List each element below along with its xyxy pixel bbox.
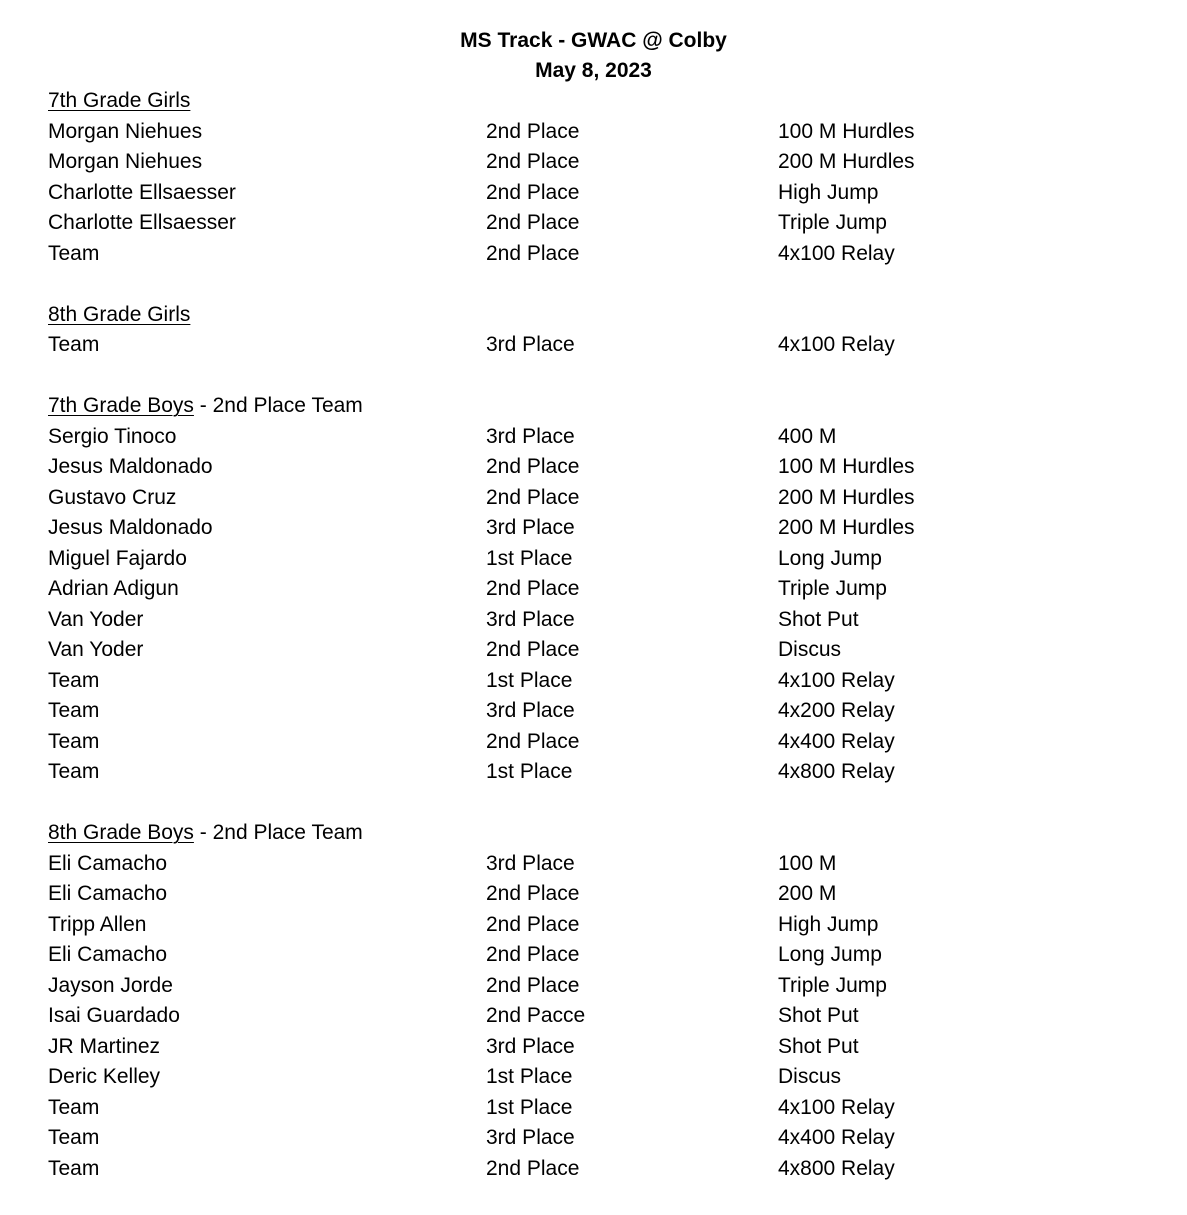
result-row: [48, 1093, 1148, 1124]
place-result: 2nd Place: [486, 912, 580, 936]
result-row: [48, 1032, 1148, 1063]
result-row: [48, 513, 1148, 544]
event-name: Discus: [778, 638, 842, 661]
result-row: [48, 940, 1148, 971]
place-result: 2nd Place: [486, 119, 580, 143]
section-header: [48, 86, 1148, 117]
event-name: 4x100 Relay: [778, 241, 895, 265]
place-result: 2nd Place: [486, 577, 580, 600]
athlete-name: Isai Guardado: [48, 1004, 180, 1027]
event-name: Shot Put: [778, 1004, 859, 1027]
result-row: [48, 635, 1148, 666]
result-row: [48, 879, 1148, 910]
event-name: 4x100 Relay: [778, 1095, 895, 1119]
event-name: 4x800 Relay: [778, 1156, 895, 1180]
athlete-name: Team: [48, 1126, 100, 1149]
event-name: 4x400 Relay: [778, 729, 895, 753]
athlete-name: Morgan Niehues: [48, 119, 203, 143]
place-result: 3rd Place: [486, 1126, 575, 1149]
place-result: 1st Place: [486, 546, 573, 570]
athlete-name: Eli Camacho: [48, 943, 168, 966]
document-title: MS Track - GWAC @ Colby: [460, 29, 727, 52]
section-heading: 7th Grade Boys: [48, 394, 194, 417]
event-name: 200 M Hurdles: [778, 485, 915, 509]
event-name: Triple Jump: [778, 211, 887, 234]
result-row: [48, 1062, 1148, 1093]
place-result: 2nd Place: [486, 882, 580, 905]
event-name: Shot Put: [778, 607, 859, 631]
athlete-name: Deric Kelley: [48, 1065, 161, 1088]
result-row: [48, 178, 1148, 209]
event-name: Shot Put: [778, 1034, 859, 1058]
result-row: [48, 696, 1148, 727]
place-result: 2nd Place: [486, 485, 580, 509]
result-row: [48, 117, 1148, 148]
result-row: [48, 971, 1148, 1002]
event-name: 4x800 Relay: [778, 760, 895, 783]
athlete-name: Team: [48, 333, 100, 356]
athlete-name: Charlotte Ellsaesser: [48, 211, 236, 234]
place-result: 1st Place: [486, 1065, 573, 1088]
place-result: 2nd Place: [486, 180, 580, 204]
place-result: 1st Place: [486, 1095, 573, 1119]
results-sections: [48, 86, 1148, 1215]
result-row: [48, 483, 1148, 514]
athlete-name: Van Yoder: [48, 607, 144, 631]
section-heading: 8th Grade Boys: [48, 821, 194, 844]
event-name: High Jump: [778, 180, 879, 204]
section-heading-suffix: - 2nd Place Team: [193, 821, 363, 844]
event-name: 200 M Hurdles: [778, 516, 915, 539]
event-name: 100 M Hurdles: [778, 455, 915, 478]
athlete-name: Jesus Maldonado: [48, 455, 213, 478]
place-result: 2nd Place: [486, 241, 580, 265]
athlete-name: Tripp Allen: [48, 912, 147, 936]
athlete-name: Jesus Maldonado: [48, 516, 213, 539]
place-result: 2nd Place: [486, 150, 580, 173]
event-name: 4x100 Relay: [778, 668, 895, 692]
result-row: [48, 757, 1148, 788]
athlete-name: Miguel Fajardo: [48, 546, 187, 570]
athlete-name: Team: [48, 760, 100, 783]
section-heading-suffix: - 2nd Place Team: [193, 394, 363, 417]
athlete-name: Morgan Niehues: [48, 150, 203, 173]
result-row: [48, 452, 1148, 483]
place-result: 2nd Place: [486, 455, 580, 478]
athlete-name: JR Martinez: [48, 1034, 161, 1058]
event-name: 100 M Hurdles: [778, 119, 915, 143]
results-section: [48, 391, 1148, 788]
place-result: 3rd Place: [486, 424, 575, 448]
place-result: 3rd Place: [486, 1034, 575, 1058]
event-name: 4x400 Relay: [778, 1126, 895, 1149]
athlete-name: Team: [48, 1095, 100, 1119]
result-row: [48, 208, 1148, 239]
place-result: 2nd Place: [486, 973, 580, 997]
place-result: 2nd Place: [486, 1156, 580, 1180]
result-row: [48, 422, 1148, 453]
result-row: [48, 147, 1148, 178]
result-row: [48, 727, 1148, 758]
result-row: [48, 330, 1148, 361]
place-result: 1st Place: [486, 760, 573, 783]
event-name: 100 M: [778, 851, 837, 875]
section-heading: 8th Grade Girls: [48, 302, 191, 326]
document-date: May 8, 2023: [535, 59, 652, 82]
section-header: [48, 391, 1148, 422]
athlete-name: Team: [48, 241, 100, 265]
result-row: [48, 1001, 1148, 1032]
results-section: [48, 818, 1148, 1184]
result-row: [48, 849, 1148, 880]
place-result: 3rd Place: [486, 333, 575, 356]
result-row: [48, 666, 1148, 697]
section-heading: 7th Grade Girls: [48, 89, 191, 112]
place-result: 2nd Place: [486, 943, 580, 966]
event-name: Triple Jump: [778, 577, 887, 600]
event-name: Triple Jump: [778, 973, 887, 997]
place-result: 3rd Place: [486, 516, 575, 539]
event-name: 400 M: [778, 424, 837, 448]
athlete-name: Team: [48, 668, 100, 692]
result-row: [48, 605, 1148, 636]
result-row: [48, 1123, 1148, 1154]
result-row: [48, 544, 1148, 575]
section-header: [48, 300, 1148, 331]
place-result: 3rd Place: [486, 607, 575, 631]
place-result: 2nd Pacce: [486, 1004, 586, 1027]
place-result: 2nd Place: [486, 211, 580, 234]
event-name: 4x100 Relay: [778, 333, 895, 356]
place-result: 1st Place: [486, 668, 573, 692]
section-header: [48, 818, 1148, 849]
result-row: [48, 1154, 1148, 1185]
athlete-name: Van Yoder: [48, 638, 144, 661]
athlete-name: Eli Camacho: [48, 882, 168, 905]
place-result: 3rd Place: [486, 699, 575, 722]
results-section: [48, 86, 1148, 269]
event-name: High Jump: [778, 912, 879, 936]
place-result: 3rd Place: [486, 851, 575, 875]
athlete-name: Team: [48, 699, 100, 722]
event-name: 200 M Hurdles: [778, 150, 915, 173]
event-name: 200 M: [778, 882, 837, 905]
athlete-name: Jayson Jorde: [48, 973, 173, 997]
athlete-name: Eli Camacho: [48, 851, 168, 875]
event-name: 4x200 Relay: [778, 699, 895, 722]
results-section: [48, 300, 1148, 361]
athlete-name: Charlotte Ellsaesser: [48, 180, 236, 204]
result-row: [48, 910, 1148, 941]
athlete-name: Sergio Tinoco: [48, 424, 177, 448]
athlete-name: Gustavo Cruz: [48, 485, 177, 509]
place-result: 2nd Place: [486, 638, 580, 661]
athlete-name: Adrian Adigun: [48, 577, 179, 600]
athlete-name: Team: [48, 729, 100, 753]
place-result: 2nd Place: [486, 729, 580, 753]
result-row: [48, 574, 1148, 605]
event-name: Discus: [778, 1065, 842, 1088]
athlete-name: Team: [48, 1156, 100, 1180]
event-name: Long Jump: [778, 943, 882, 966]
event-name: Long Jump: [778, 546, 882, 570]
result-row: [48, 239, 1148, 270]
